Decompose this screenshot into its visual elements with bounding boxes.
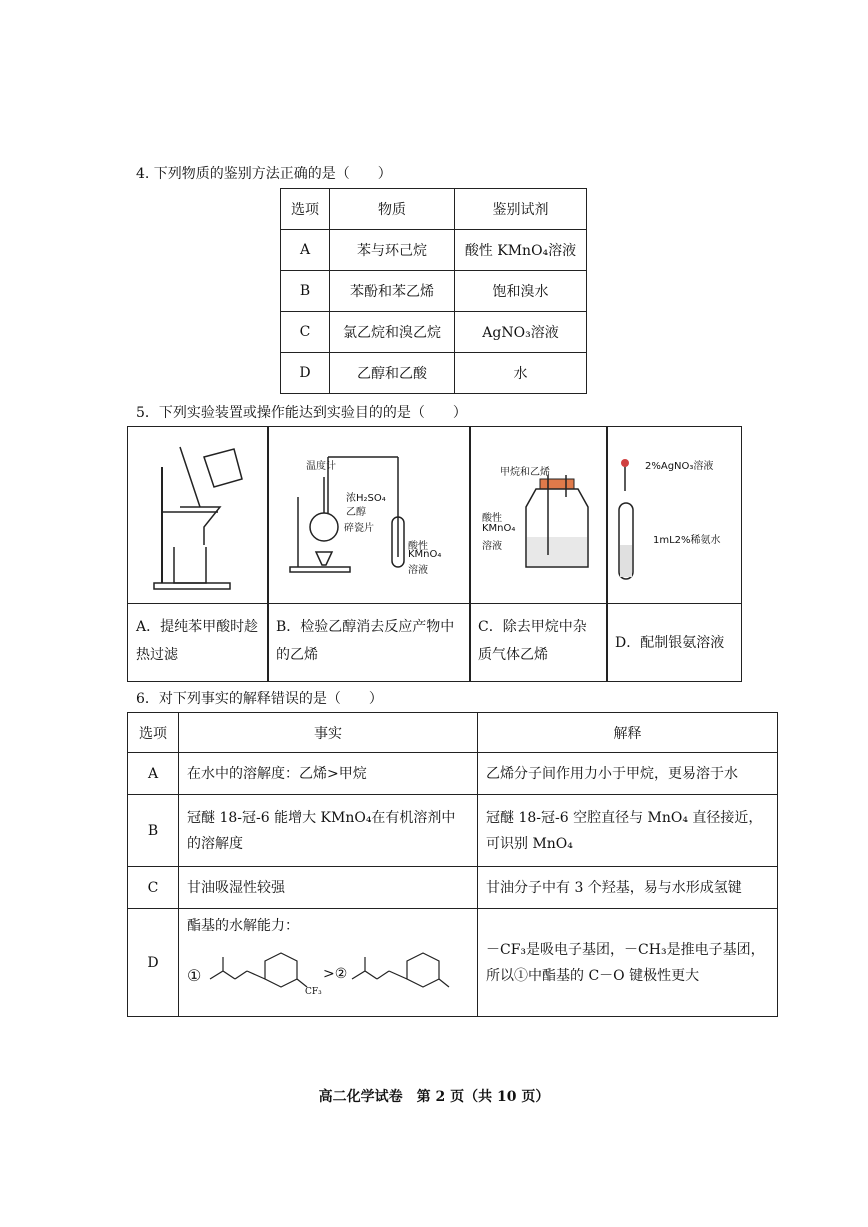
panel-c [469, 426, 608, 682]
ester-structure-2-icon [347, 939, 457, 999]
cell: 苯酚和苯乙烯 [330, 271, 455, 312]
q6-table [127, 712, 778, 1017]
cell: C [281, 312, 330, 353]
cell: 乙醇和乙酸 [330, 353, 455, 394]
label: 甲烷和乙烯 [500, 467, 550, 478]
label: 浓H₂SO₄ [346, 493, 386, 504]
option-a: A．提纯苯甲酸时趁热过滤 [136, 619, 259, 663]
header-cell: 解释 [478, 713, 778, 753]
option-b: B．检验乙醇消去反应产物中的乙烯 [276, 619, 455, 663]
cell: 水 [455, 353, 587, 394]
table-row [281, 271, 587, 312]
label: 溶液 [482, 541, 502, 552]
cell: B [128, 795, 179, 867]
panel-b [267, 426, 471, 682]
label: 碎瓷片 [344, 523, 374, 534]
cell [179, 909, 478, 1017]
table-row [281, 189, 587, 230]
filtration-apparatus-icon [128, 427, 268, 604]
cell: D [128, 909, 179, 1017]
cell-text: 酯基的水解能力： [187, 918, 299, 934]
panel-a [127, 426, 269, 682]
table-row [128, 713, 778, 753]
panel-d [606, 426, 742, 682]
label: KMnO₄ [482, 523, 516, 534]
header-cell: 鉴别试剂 [455, 189, 587, 230]
cell: B [281, 271, 330, 312]
table-row [281, 312, 587, 353]
label: 酸性 [408, 541, 428, 552]
q4-stem: 4. 下列物质的鉴别方法正确的是（ ） [136, 166, 392, 182]
q4-table [280, 188, 587, 394]
table-row [128, 753, 778, 795]
test-tube-icon [607, 427, 741, 604]
table-row [281, 230, 587, 271]
header-cell: 物质 [330, 189, 455, 230]
cell: 饱和溴水 [455, 271, 587, 312]
cell: 在水中的溶解度：乙烯>甲烷 [179, 753, 478, 795]
label: 酸性 [482, 513, 502, 524]
cell: 苯与环己烷 [330, 230, 455, 271]
table-row [128, 867, 778, 909]
label: 2%AgNO₃溶液 [645, 461, 714, 472]
table-row [281, 353, 587, 394]
cell: －CF₃是吸电子基团，－CH₃是推电子基团，所以①中酯基的 C－O 键极性更大 [478, 909, 778, 1017]
cell: 甘油吸湿性较强 [179, 867, 478, 909]
label: 乙醇 [346, 507, 366, 518]
cell: A [128, 753, 179, 795]
cell: C [128, 867, 179, 909]
ester-structure-1-icon [205, 939, 315, 999]
page-footer: 高二化学试卷 第 2 页（共 10 页） [318, 1089, 550, 1105]
label: >② [323, 966, 348, 982]
option-d: D．配制银氨溶液 [615, 635, 725, 651]
label: 1mL2%稀氨水 [653, 535, 721, 546]
header-cell: 选项 [128, 713, 179, 753]
option-c: C．除去甲烷中杂质气体乙烯 [478, 619, 587, 663]
molecule-structures [187, 939, 469, 999]
cell: 甘油分子中有 3 个羟基，易与水形成氢键 [478, 867, 778, 909]
cell: 乙烯分子间作用力小于甲烷，更易溶于水 [478, 753, 778, 795]
cell: 冠醚 18-冠-6 空腔直径与 MnO₄ 直径接近，可识别 MnO₄ [478, 795, 778, 867]
cell: AgNO₃溶液 [455, 312, 587, 353]
table-row [128, 909, 778, 1017]
cell: D [281, 353, 330, 394]
cell: 氯乙烷和溴乙烷 [330, 312, 455, 353]
table-row [128, 795, 778, 867]
q6-stem: 6．对下列事实的解释错误的是（ ） [136, 691, 383, 707]
header-cell: 事实 [179, 713, 478, 753]
label: 温度计 [306, 461, 336, 472]
label: CF₃ [305, 987, 322, 997]
label: 溶液 [408, 565, 428, 576]
cell: 冠醚 18-冠-6 能增大 KMnO₄在有机溶剂中的溶解度 [179, 795, 478, 867]
cell: A [281, 230, 330, 271]
ethanol-elimination-apparatus-icon [268, 427, 470, 604]
q5-stem: 5．下列实验装置或操作能达到实验目的的是（ ） [136, 405, 467, 421]
header-cell: 选项 [281, 189, 330, 230]
cell: 酸性 KMnO₄溶液 [455, 230, 587, 271]
label: KMnO₄ [408, 549, 442, 560]
label: ① [187, 966, 202, 985]
